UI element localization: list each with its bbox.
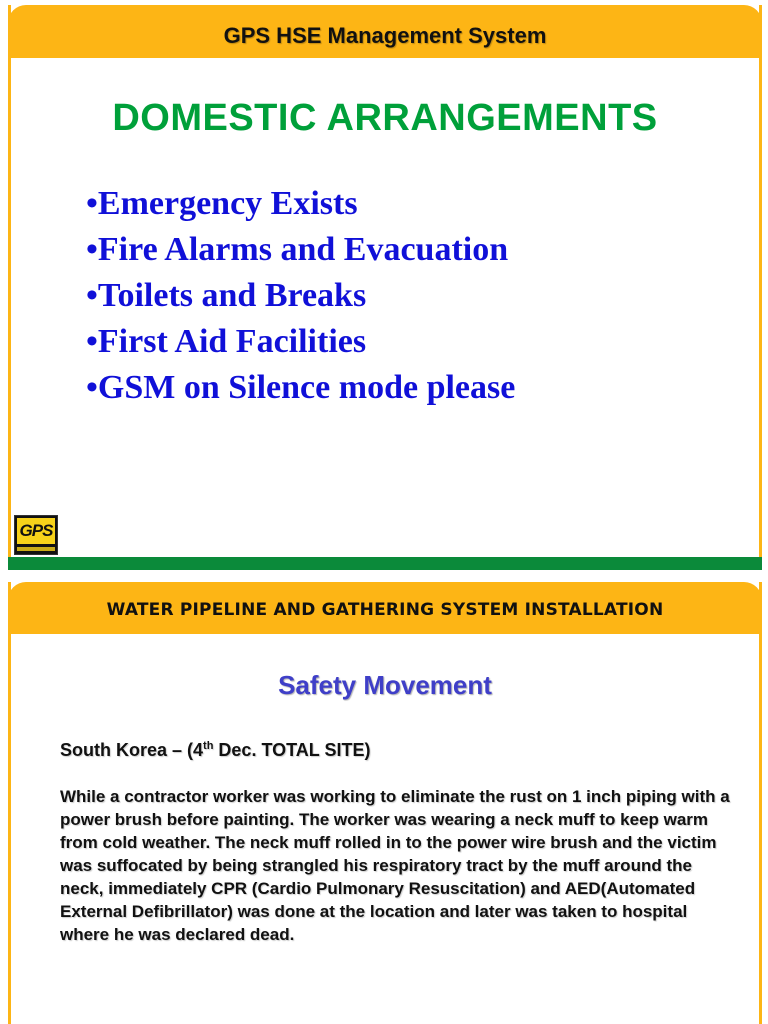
location-superscript: th <box>203 740 214 752</box>
bullet-item: •GSM on Silence mode please <box>86 369 516 406</box>
slide-title: DOMESTIC ARRANGEMENTS <box>112 97 658 139</box>
slide-header <box>8 5 762 58</box>
gps-logo-tagline-graphic <box>17 547 55 551</box>
incident-description: While a contractor worker was working to eliminate the rust on 1 inch piping with a power brush before painting. The worker was wearing a neck muff to keep warm from cold weather. The neck muff rolled in to the power wire brush and the victim was suffocated by being strangled his respiratory tract by the muff around the neck, immediately CPR (Cardio Pulmonary Resuscitation) and AED(Automated External Defibrillator) was done at the location and later was taken to hospital where he was declared dead. <box>60 787 730 944</box>
bullet-list <box>86 181 515 411</box>
slide-safety-movement <box>8 582 762 1024</box>
gps-logo <box>14 515 58 555</box>
footer-bar <box>8 557 762 570</box>
incident-location <box>60 740 370 761</box>
slide-header <box>8 582 762 634</box>
slide-border-left <box>8 582 11 1024</box>
slide-domestic-arrangements <box>8 5 762 570</box>
bullet-item: •Fire Alarms and Evacuation <box>86 231 509 268</box>
bullet-item: •Emergency Exists <box>86 185 358 222</box>
slide-header-title: GPS HSE Management System <box>223 23 547 48</box>
slide-subtitle: Safety Movement <box>278 670 492 700</box>
location-prefix: South Korea – (4 <box>60 740 204 760</box>
bullet-item: •First Aid Facilities <box>86 323 367 360</box>
slide-header-title: WATER PIPELINE AND GATHERING SYSTEM INSTALLATION <box>106 600 664 620</box>
slide-border-left <box>8 5 11 570</box>
slide-border-right <box>759 5 762 570</box>
slide-border-right <box>759 582 762 1024</box>
gps-logo-mark: GPS <box>17 518 55 544</box>
bullet-item: •Toilets and Breaks <box>86 277 367 314</box>
location-suffix: Dec. TOTAL SITE) <box>213 740 371 760</box>
